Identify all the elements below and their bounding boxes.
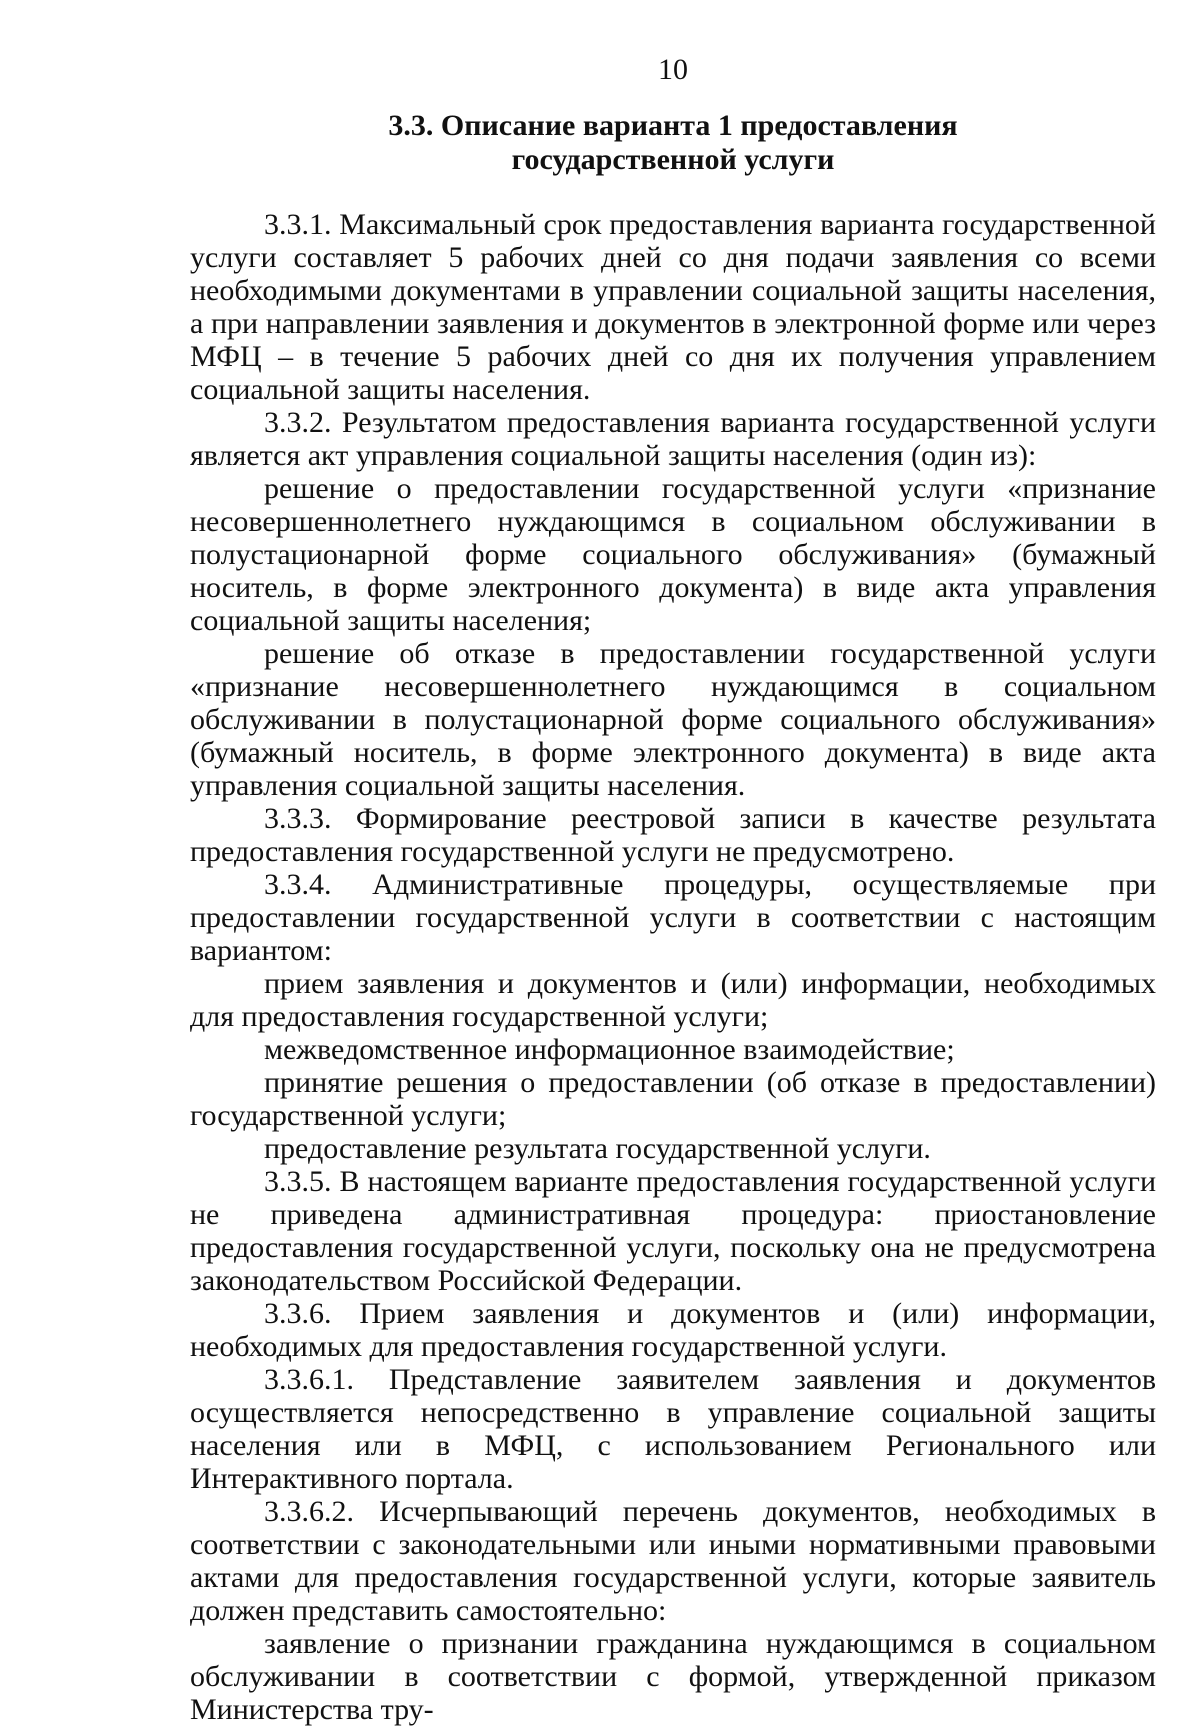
paragraph-procedure-interagency: межведомственное информационное взаимодействие; xyxy=(264,1033,955,1066)
paragraph-application: заявление о признании гражданина нуждающимся в социальном обслуживании в соответствии с формой, утвержденной приказом Министерства тру- xyxy=(190,1627,1156,1726)
paragraph-3-3-1: 3.3.1. Максимальный срок предоставления варианта государственной услуги составляет 5 рабочих дней со дня подачи заявления со всеми необходимыми документами в управлении социальной защиты населения, а при направлении заявления и документов в электронной форме или через МФЦ – в течение 5 рабочих дней со дня их получения управлением социальной защиты населения. xyxy=(190,208,1156,406)
paragraph-3-3-6-1: 3.3.6.1. Представление заявителем заявления и документов осуществляется непосредственно в управление социальной защиты населения или в МФЦ, с использованием Регионального или Интерактивного портала. xyxy=(190,1363,1156,1495)
paragraph-3-3-5: 3.3.5. В настоящем варианте предоставления государственной услуги не приведена административная процедура: приостановление предоставления государственной услуги, поскольку она не предусмотрена законодательством Российской Федерации. xyxy=(190,1165,1156,1297)
paragraph-3-3-2: 3.3.2. Результатом предоставления варианта государственной услуги является акт управления социальной защиты населения (один из): xyxy=(190,406,1156,472)
paragraph-procedure-reception: прием заявления и документов и (или) информации, необходимых для предоставления государственной услуги; xyxy=(190,967,1156,1033)
section-heading xyxy=(190,109,1156,177)
paragraph-decision-grant: решение о предоставлении государственной услуги «признание несовершеннолетнего нуждающимся в социальном обслуживании в полустационарной форме социального обслуживания» (бумажный носитель, в форме электронного документа) в виде акта управления социальной защиты населения; xyxy=(190,472,1156,637)
paragraph-3-3-6: 3.3.6. Прием заявления и документов и (или) информации, необходимых для предоставления государственной услуги. xyxy=(190,1297,1156,1363)
section-heading-line-2: государственной услуги xyxy=(511,143,835,176)
paragraph-procedure-result: предоставление результата государственной услуги. xyxy=(264,1132,931,1165)
paragraph-3-3-6-2: 3.3.6.2. Исчерпывающий перечень документов, необходимых в соответствии с законодательными или иными нормативными правовыми актами для предоставления государственной услуги, которые заявитель должен представить самостоятельно: xyxy=(190,1495,1156,1627)
paragraph-decision-refusal: решение об отказе в предоставлении государственной услуги «признание несовершеннолетнего нуждающимся в социальном обслуживании в полустационарной форме социального обслуживания» (бумажный носитель, в форме электронного документа) в виде акта управления социальной защиты населения. xyxy=(190,637,1156,802)
page-number: 10 xyxy=(658,53,688,86)
paragraph-3-3-4: 3.3.4. Административные процедуры, осуществляемые при предоставлении государственной услуги в соответствии с настоящим вариантом: xyxy=(190,868,1156,967)
body-text xyxy=(190,208,1156,1726)
paragraph-3-3-3: 3.3.3. Формирование реестровой записи в качестве результата предоставления государственной услуги не предусмотрено. xyxy=(190,802,1156,868)
paragraph-procedure-decision: принятие решения о предоставлении (об отказе в предоставлении) государственной услуги; xyxy=(190,1066,1156,1132)
section-heading-line-1: 3.3. Описание варианта 1 предоставления xyxy=(388,109,958,142)
